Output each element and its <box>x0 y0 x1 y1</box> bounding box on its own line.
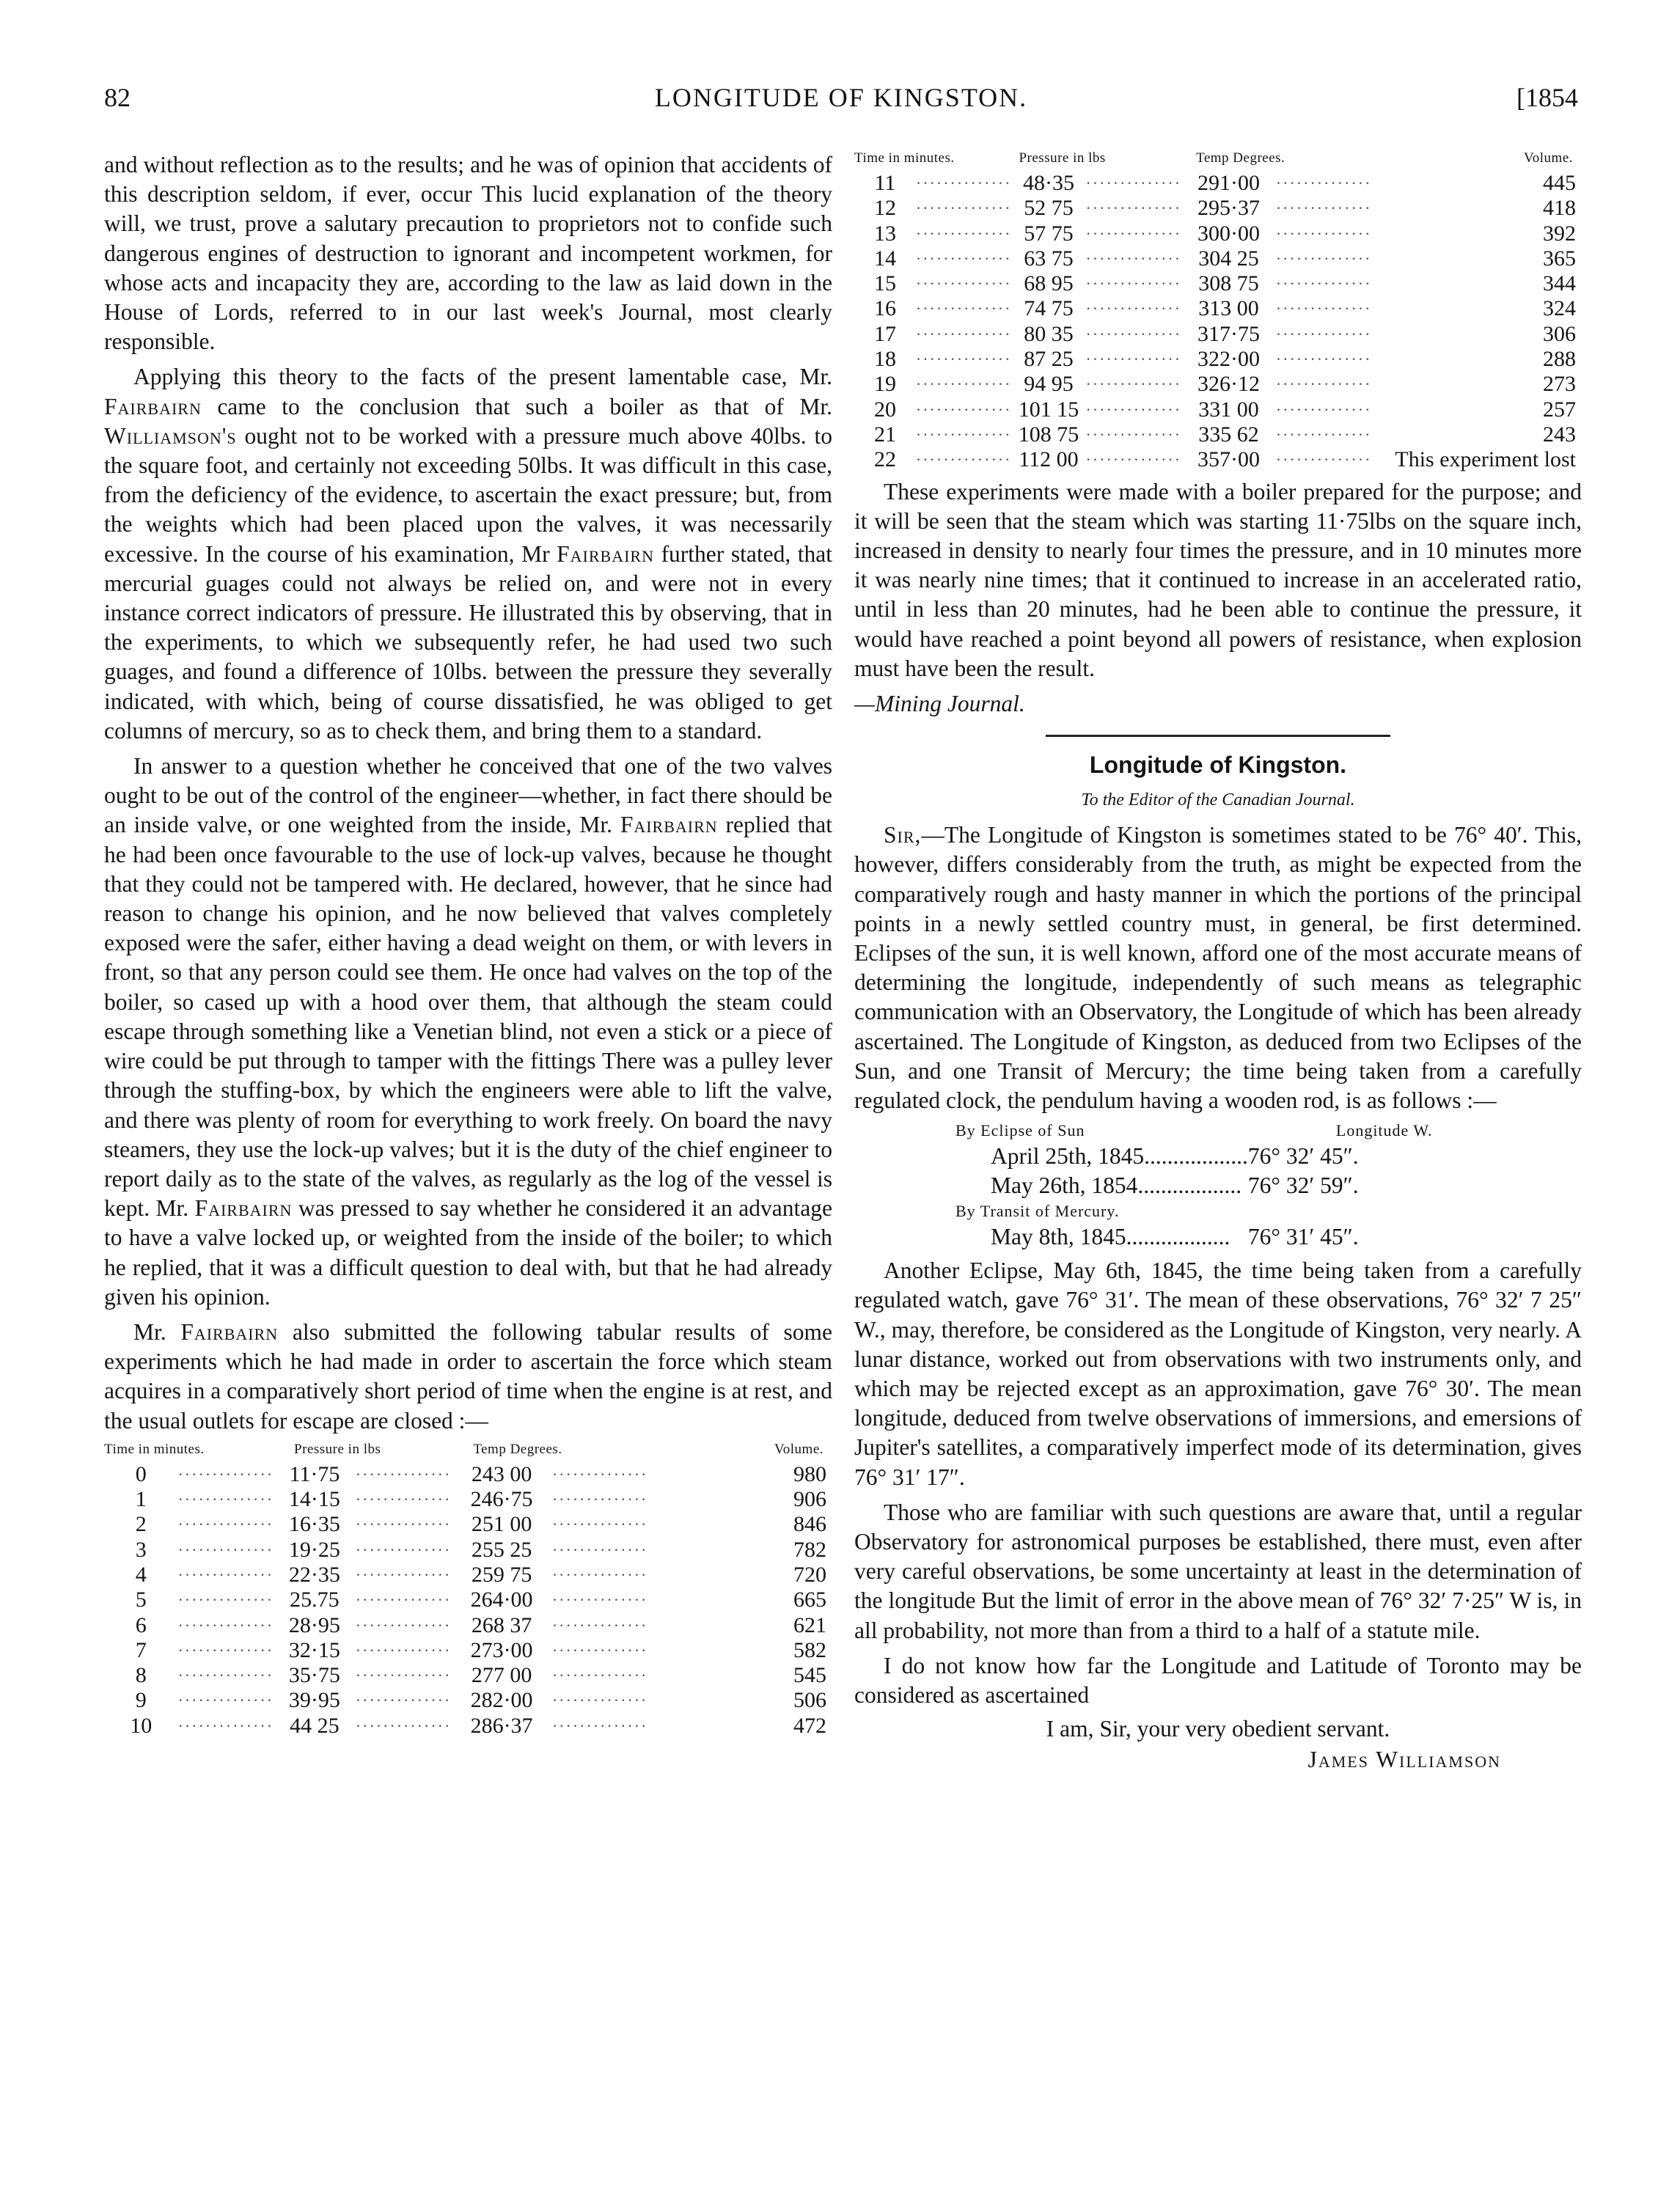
dot-leader: ·············· <box>177 1540 274 1559</box>
temp-cell: 273·00 <box>470 1637 533 1662</box>
dot-leader: ·············· <box>551 1590 648 1610</box>
pressure-cell: 11·75 <box>289 1461 340 1486</box>
pressure-cell: 57 75 <box>1024 221 1074 246</box>
dot-leader: ·············· <box>1275 249 1372 268</box>
time-cell: 8 <box>135 1663 147 1688</box>
paragraph: Another Eclipse, May 6th, 1845, the time being taken from a carefully regulated watch, gave 76° 31′. The mean of these observations, 76° 32′ 7 25″ W., may, therefore, be considered as the Longitude of Kingston, very nearly. A lunar distance, worked out from observations with two instruments only, and which may be rejected except as an approximation, gave 76° 30′. The mean longitude, deduced from twelve observations of immersions, and emersions of Jupiter's satellites, a comparatively imperfect mode of its determination, gives 76° 31′ 17″. <box>854 1258 1582 1490</box>
pressure-cell: 112 00 <box>1019 447 1079 472</box>
dot-leader: ·············· <box>915 350 1012 369</box>
header-time: Time in minutes. <box>854 150 955 166</box>
temp-cell: 259 75 <box>471 1562 532 1587</box>
dot-leader: ·············· <box>355 1490 452 1509</box>
paragraph: Mr. Fairbairn also submitted the following tabular results of some experiments which he had made in order to ascertain the force which steam acquires in a comparatively short period of time when the engine is at rest, and the usual outlets for escape are closed :— <box>104 1318 832 1434</box>
obs-heading-longitude: Longitude W. <box>1335 1121 1433 1140</box>
dot-leader: ·············· <box>915 199 1012 218</box>
dot-leader: ·············· <box>355 1515 452 1534</box>
pressure-cell: 35·75 <box>288 1663 340 1688</box>
time-cell: 4 <box>135 1562 147 1587</box>
time-cell: 2 <box>135 1512 147 1537</box>
obs-heading: By Transit of Mercury. <box>955 1202 1120 1221</box>
dot-leader: ·············· <box>1275 274 1372 293</box>
header-temp: Temp Degrees. <box>1196 150 1285 166</box>
dot-leader: ·············· <box>551 1565 648 1584</box>
time-cell: 6 <box>135 1612 147 1637</box>
dot-leader: ·············· <box>915 400 1012 419</box>
name-fairbairn: Fairbairn <box>104 393 202 419</box>
volume-cell: 545 <box>793 1663 826 1688</box>
dot-leader: ·············· <box>915 425 1012 444</box>
header-temp: Temp Degrees. <box>473 1441 562 1457</box>
paragraph: Sir,—The Longitude of Kingston is sometimes stated to be 76° 40′. This, however, differs considerably from the truth, as might be expected from the comparatively rough and hasty manner in which the portions of the principal points in a newly settled country must, in general, be first determined. Eclipses of the sun, it is well known, afford one of the most accurate means of determining the longitude, independently of such means as telegraphic communication with an Observatory, the Longitude of which has been already ascertained. The Longitude of Kingston, as deduced from two Eclipses of the Sun, and one Transit of Mercury; the time being taken from a carefully regulated clock, the pendulum having a wooden rod, is as follows :— <box>854 822 1582 1114</box>
dot-leader: ·············· <box>1275 224 1372 243</box>
dot-leader: ·············· <box>177 1490 274 1509</box>
dot-leader: ·············· <box>915 274 1012 293</box>
time-cell: 10 <box>130 1713 153 1738</box>
dot-leader: ·············· <box>1085 425 1182 444</box>
temp-cell: 246·75 <box>470 1487 533 1512</box>
time-cell: 9 <box>135 1688 147 1713</box>
temp-cell: 335 62 <box>1198 422 1259 447</box>
table-row <box>104 1563 832 1588</box>
addressee: To the Editor of the Canadian Journal. <box>1081 790 1355 810</box>
pressure-cell: 63 75 <box>1024 246 1074 271</box>
temp-cell: 255 25 <box>471 1537 532 1562</box>
volume-cell: 392 <box>1543 221 1576 246</box>
dot-leader: ·············· <box>551 1490 648 1509</box>
left-column <box>104 150 832 1739</box>
obs-value: 76° 31′ 45″. <box>1247 1224 1359 1250</box>
obs-row <box>955 1222 1433 1252</box>
section-divider <box>1046 735 1390 737</box>
volume-cell: 445 <box>1543 171 1576 195</box>
dot-leader: ·············· <box>177 1565 274 1584</box>
article-title: Longitude of Kingston. <box>1089 752 1347 779</box>
temp-cell: 313 00 <box>1198 296 1259 321</box>
temp-cell: 251 00 <box>471 1512 532 1537</box>
dot-leader: ·············· <box>1085 224 1182 243</box>
dot-leader: ·············· <box>1275 174 1372 192</box>
dot-leader: .................. <box>1126 1224 1230 1250</box>
dot-leader: ·············· <box>915 375 1012 394</box>
dot-leader: ·············· <box>551 1691 648 1710</box>
dot-leader: ·············· <box>551 1464 648 1483</box>
table-row <box>104 1688 832 1713</box>
dot-leader: .................. <box>1144 1143 1248 1170</box>
table-row <box>104 1462 832 1487</box>
pressure-cell: 68 95 <box>1024 271 1074 296</box>
temp-cell: 295·37 <box>1197 196 1260 221</box>
table-row <box>854 221 1582 246</box>
experiment-table-part2 <box>854 150 1582 473</box>
volume-cell: 365 <box>1543 246 1576 271</box>
dot-leader: ·············· <box>915 224 1012 243</box>
time-cell: 15 <box>873 271 896 296</box>
dot-leader: ·············· <box>1085 274 1182 293</box>
header-pressure: Pressure in lbs <box>294 1441 381 1457</box>
table-header-row <box>104 1442 832 1462</box>
pressure-cell: 48·35 <box>1022 171 1074 195</box>
dot-leader: ·············· <box>177 1615 274 1634</box>
dot-leader: ·············· <box>177 1666 274 1685</box>
dot-leader: ·············· <box>1275 375 1372 394</box>
table-row <box>854 347 1582 372</box>
dot-leader: ·············· <box>1085 400 1182 419</box>
dot-leader: ·············· <box>1275 450 1372 469</box>
volume-cell: 324 <box>1543 296 1576 321</box>
time-cell: 13 <box>873 221 896 246</box>
obs-heading: By Eclipse of Sun <box>955 1121 1085 1140</box>
volume-cell: 288 <box>1543 347 1576 372</box>
time-cell: 21 <box>873 422 896 447</box>
obs-date: May 26th, 1854 <box>991 1172 1138 1199</box>
volume-cell: 344 <box>1543 271 1576 296</box>
table-row <box>854 397 1582 422</box>
dot-leader: ·············· <box>177 1716 274 1735</box>
paragraph: Those who are familiar with such questions are aware that, until a regular Observatory for astronomical purposes be established, there must, even after very careful observations, be some uncertainty at least in the determination of the longitude But the limit of error in the above mean of 76° 32′ 7·25″ W is, in all probability, not more than from a third to a half of a statute mile. <box>854 1499 1582 1643</box>
dot-leader: ·············· <box>355 1640 452 1659</box>
dot-leader: ·············· <box>915 299 1012 318</box>
dot-leader: ·············· <box>1275 425 1372 444</box>
pressure-cell: 87 25 <box>1024 347 1074 372</box>
dot-leader: ·············· <box>355 1666 452 1685</box>
page-number: 82 <box>104 83 131 112</box>
table-row <box>104 1538 832 1563</box>
time-cell: 22 <box>873 447 896 472</box>
volume-cell: 273 <box>1543 372 1576 397</box>
time-cell: 17 <box>873 321 896 346</box>
dot-leader: ·············· <box>355 1565 452 1584</box>
temp-cell: 291·00 <box>1197 171 1260 195</box>
volume-cell: 846 <box>793 1512 826 1537</box>
table-row <box>854 372 1582 397</box>
obs-row <box>955 1171 1433 1200</box>
table-row <box>104 1663 832 1688</box>
running-header <box>104 82 1578 126</box>
dot-leader: ·············· <box>355 1540 452 1559</box>
dot-leader: ·············· <box>1085 450 1182 469</box>
year-marker: [1854 <box>1516 83 1578 112</box>
pressure-cell: 39·95 <box>288 1688 340 1713</box>
volume-cell: 418 <box>1543 196 1576 221</box>
header-time: Time in minutes. <box>104 1441 205 1457</box>
table-row <box>104 1613 832 1638</box>
table-row <box>854 322 1582 347</box>
dot-leader: ·············· <box>1085 174 1182 192</box>
dot-leader: ·············· <box>551 1666 648 1685</box>
source-citation: —Mining Journal. <box>854 690 1025 716</box>
time-cell: 18 <box>873 347 896 372</box>
time-cell: 7 <box>135 1637 147 1662</box>
volume-cell: 906 <box>793 1487 826 1512</box>
dot-leader: ·············· <box>1275 350 1372 369</box>
dot-leader: ·············· <box>355 1615 452 1634</box>
table-row <box>104 1487 832 1512</box>
volume-cell: 472 <box>793 1713 826 1738</box>
table-row <box>854 422 1582 447</box>
dot-leader: ·············· <box>1085 350 1182 369</box>
pressure-cell: 94 95 <box>1024 372 1074 397</box>
obs-value: 76° 32′ 59″. <box>1247 1172 1359 1199</box>
dot-leader: ·············· <box>1275 400 1372 419</box>
pressure-cell: 32·15 <box>288 1637 340 1662</box>
pressure-cell: 44 25 <box>290 1713 340 1738</box>
volume-cell: 980 <box>793 1461 826 1486</box>
dot-leader: ·············· <box>355 1716 452 1735</box>
dot-leader: ·············· <box>551 1716 648 1735</box>
dot-leader: ·············· <box>551 1615 648 1634</box>
temp-cell: 322·00 <box>1197 347 1260 372</box>
dot-leader: ·············· <box>915 174 1012 192</box>
dot-leader: ·············· <box>1275 199 1372 218</box>
volume-cell: 582 <box>793 1637 826 1662</box>
dot-leader: ·············· <box>1085 375 1182 394</box>
temp-cell: 357·00 <box>1197 447 1260 472</box>
time-cell: 12 <box>873 196 896 221</box>
dot-leader: ·············· <box>1085 249 1182 268</box>
pressure-cell: 19·25 <box>288 1537 340 1562</box>
pressure-cell: 16·35 <box>288 1512 340 1537</box>
temp-cell: 282·00 <box>470 1688 533 1713</box>
table-row <box>104 1638 832 1663</box>
pressure-cell: 101 15 <box>1018 397 1079 422</box>
temp-cell: 304 25 <box>1198 246 1259 271</box>
pressure-cell: 52 75 <box>1024 196 1074 221</box>
pressure-cell: 25.75 <box>290 1588 340 1612</box>
dot-leader: ·············· <box>551 1515 648 1534</box>
dot-leader: ·············· <box>355 1464 452 1483</box>
pressure-cell: 14·15 <box>288 1487 340 1512</box>
time-cell: 16 <box>873 296 896 321</box>
dot-leader: ·············· <box>355 1691 452 1710</box>
dot-leader: ·············· <box>1275 299 1372 318</box>
temp-cell: 264·00 <box>470 1588 533 1612</box>
pressure-cell: 80 35 <box>1024 321 1074 346</box>
salutation: Sir, <box>884 822 922 848</box>
dot-leader: ·············· <box>177 1640 274 1659</box>
dot-leader: ·············· <box>177 1691 274 1710</box>
name-williamson: Williamson's <box>104 422 237 449</box>
temp-cell: 286·37 <box>470 1713 533 1738</box>
time-cell: 19 <box>873 372 896 397</box>
table-row <box>104 1512 832 1537</box>
table-row <box>854 271 1582 296</box>
dot-leader: ·············· <box>915 450 1012 469</box>
table-row <box>104 1714 832 1739</box>
temp-cell: 277 00 <box>471 1663 532 1688</box>
table-row <box>854 296 1582 321</box>
paragraph: These experiments were made with a boiler prepared for the purpose; and it will be seen that the steam which was starting 11·75lbs on the square inch, increased in density to nearly four times the pressure, and in 10 minutes more it was nearly nine times; that it continued to increase in an accelerated ratio, until in less than 20 minutes, had he been able to continue the pressure, it would have reached a point beyond all powers of resistance, when explosion must have been the result. <box>854 478 1582 681</box>
dot-leader: ·············· <box>1275 324 1372 343</box>
volume-cell: 720 <box>793 1562 826 1587</box>
pressure-cell: 28·95 <box>288 1612 340 1637</box>
temp-cell: 268 37 <box>471 1612 532 1637</box>
dot-leader: ·············· <box>1085 199 1182 218</box>
volume-cell: 257 <box>1543 397 1576 422</box>
obs-date: May 8th, 1845 <box>991 1224 1126 1250</box>
pressure-cell: 108 75 <box>1018 422 1079 447</box>
table-row <box>854 447 1582 472</box>
obs-value: 76° 32′ 45″. <box>1247 1143 1359 1170</box>
temp-cell: 243 00 <box>471 1461 532 1486</box>
time-cell: 1 <box>135 1487 147 1512</box>
header-volume: Volume. <box>774 1441 824 1457</box>
paragraph: I do not know how far the Longitude and Latitude of Toronto may be considered as ascertained <box>854 1652 1582 1709</box>
volume-cell: 306 <box>1543 321 1576 346</box>
volume-cell: This experiment lost <box>1395 447 1576 472</box>
time-cell: 5 <box>135 1588 147 1612</box>
obs-row <box>955 1142 1433 1171</box>
header-volume: Volume. <box>1523 150 1573 166</box>
time-cell: 0 <box>135 1461 147 1486</box>
pressure-cell: 74 75 <box>1024 296 1074 321</box>
table-row <box>854 196 1582 221</box>
time-cell: 20 <box>873 397 896 422</box>
time-cell: 14 <box>873 246 896 271</box>
temp-cell: 331 00 <box>1198 397 1259 422</box>
table-header-row <box>854 150 1582 171</box>
volume-cell: 665 <box>793 1588 826 1612</box>
volume-cell: 782 <box>793 1537 826 1562</box>
dot-leader: ·············· <box>915 324 1012 343</box>
paragraph: In answer to a question whether he conceived that one of the two valves ought to be out of the control of the engineer—whether, in fact there should be an inside valve, or one weighted from the inside, Mr. Fairbairn replied that he had been once favourable to the use of lock-up valves, because he thought that they could not be tampered with. He declared, however, that he since had reason to change his opinion, and he now believed that valves completely exposed were the safer, either having a dead weight on them, or with levers in front, so that any person could see them. He once had valves on the top of the boiler, so cased up with a hood over them, that although the steam could escape through something like a Venetian blind, not even a stick or a piece of wire could be put through to tamper with the fittings There was a pulley lever through the stuffing-box, by which the engineers were able to lift the valve, and there was plenty of room for everything to work freely. On board the navy steamers, they use the lock-up valves; but it is the duty of the chief engineer to report daily as to the state of the valves, as regularly as the log of the vessel is kept. Mr. Fairbairn was pressed to say whether he considered it an advantage to have a valve locked up, or weighted from the inside of the boiler; to which he replied, that it was a difficult question to deal with, but that he had already given his opinion. <box>104 753 832 1310</box>
observations-table <box>955 1120 1433 1252</box>
right-column <box>854 150 1582 1773</box>
running-title: LONGITUDE OF KINGSTON. <box>654 83 1028 112</box>
paragraph: and without reflection as to the results; and he was of opinion that accidents of this description seldom, if ever, occur This lucid explanation of the theory will, we trust, prove a salutary precaution to proprietors not to confide such dangerous engines of destruction to ignorant and incompetent workmen, for whose acts and incapacity they are, according to the law as laid down in the House of Lords, referred to in our last week's Journal, most clearly responsible. <box>104 152 832 355</box>
experiment-table-part1 <box>104 1442 832 1739</box>
temp-cell: 317·75 <box>1197 321 1260 346</box>
table-row <box>854 171 1582 196</box>
dot-leader: ·············· <box>177 1515 274 1534</box>
volume-cell: 506 <box>793 1688 826 1713</box>
dot-leader: ·············· <box>1085 299 1182 318</box>
header-pressure: Pressure in lbs <box>1019 150 1106 166</box>
obs-date: April 25th, 1845 <box>991 1143 1145 1170</box>
time-cell: 11 <box>874 171 896 195</box>
dot-leader: ·············· <box>177 1464 274 1483</box>
signature: James Williamson <box>1307 1747 1501 1773</box>
dot-leader: ·············· <box>177 1590 274 1610</box>
paragraph: Applying this theory to the facts of the present lamentable case, Mr. Fairbairn came to the conclusion that such a boiler as that of Mr. Williamson's ought not to be worked with a pressure much above 40lbs. to the square foot, and certainly not exceeding 50lbs. It was difficult in this case, from the deficiency of the evidence, to ascertain the exact pressure; but, from the weights which had been placed upon the valves, it was necessarily excessive. In the course of his examination, Mr Fairbairn further stated, that mercurial guages could not always be relied on, and were not in every instance correct indicators of pressure. He illustrated this by observing, that in the experiments, to which we subsequently refer, he had used two such guages, and found a difference of 10lbs. between the pressure they severally indicated, with which, being of course dissatisfied, he was obliged to get columns of mercury, so as to check them, and bring them to a standard. <box>104 364 832 744</box>
dot-leader: ·············· <box>551 1640 648 1659</box>
pressure-cell: 22·35 <box>288 1562 340 1587</box>
table-row <box>104 1588 832 1612</box>
dot-leader: ·············· <box>551 1540 648 1559</box>
table-row <box>854 246 1582 271</box>
closing-line: I am, Sir, your very obedient servant. <box>1046 1716 1390 1742</box>
time-cell: 3 <box>135 1537 147 1562</box>
dot-leader: ·············· <box>915 249 1012 268</box>
volume-cell: 243 <box>1543 422 1576 447</box>
dot-leader: ·············· <box>355 1590 452 1610</box>
volume-cell: 621 <box>793 1612 826 1637</box>
dot-leader: .................. <box>1137 1172 1242 1199</box>
temp-cell: 300·00 <box>1197 221 1260 246</box>
temp-cell: 308 75 <box>1198 271 1259 296</box>
dot-leader: ·············· <box>1085 324 1182 343</box>
temp-cell: 326·12 <box>1197 372 1260 397</box>
